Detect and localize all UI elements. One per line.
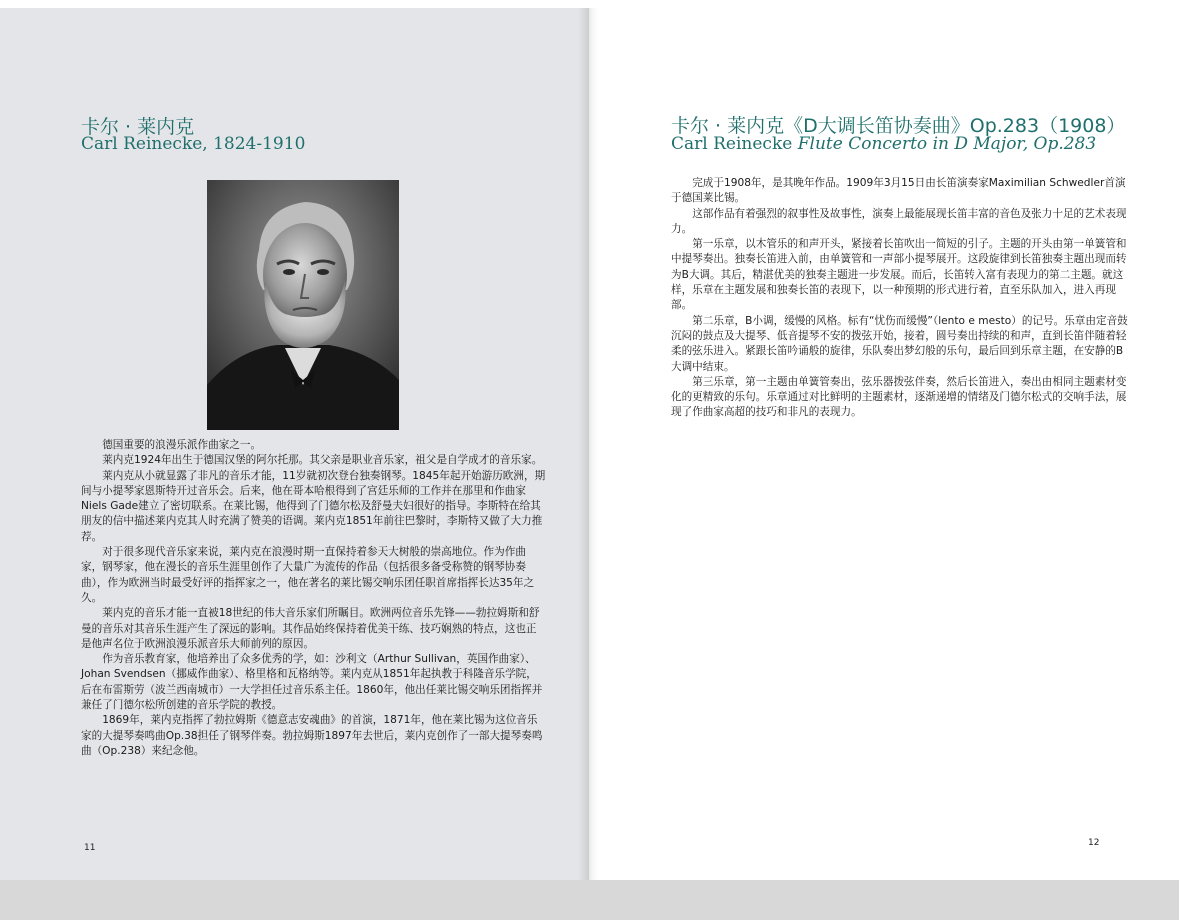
right-paragraph-2: 这部作品有着强烈的叙事性及故事性，演奏上最能展现长笛丰富的音色及张力十足的艺术表现力。 <box>671 207 1127 235</box>
page-gutter <box>578 8 598 880</box>
portrait-image <box>207 180 399 430</box>
left-title-en: Carl Reinecke, 1824-1910 <box>81 134 306 154</box>
right-title-en <box>671 134 1096 154</box>
right-body-text <box>671 176 1133 421</box>
left-paragraph-1: 德国重要的浪漫乐派作曲家之一。 <box>102 439 262 451</box>
left-body-text <box>81 438 547 759</box>
scan-bottom-edge <box>0 880 1179 920</box>
left-paragraph-6: 作为音乐教育家，他培养出了众多优秀的学，如：沙利文（Arthur Sullivan，英国作曲家）、Johan Svendsen（挪威作曲家）、格里格和瓦格纳等。莱内克从1851年起执教于科隆音乐学院，后在布雷斯劳（波兰西南城市）一大学担任过音乐系主任。1860年，他出任莱比锡交响乐团指挥并兼任了门德尔松所创建的音乐学院的教授。 <box>81 653 543 712</box>
right-paragraph-4: 第二乐章，B小调，缓慢的风格。标有“忧伤而缓慢”（lento e mesto）的记号。乐章由定音鼓沉闷的鼓点及大提琴、低音提琴不安的拨弦开始，接着，圆号奏出持续的和声，直到长笛伴随着轻柔的弦乐进入。紧跟长笛吟诵般的旋律，乐队奏出梦幻般的乐句，最后回到乐章主题，在安静的B大调中结束。 <box>671 314 1128 373</box>
right-title-en-work: Flute Concerto in D Major, Op.283 <box>797 134 1097 154</box>
portrait-photo-icon <box>207 180 399 430</box>
right-paragraph-1: 完成于1908年，是其晚年作品。1909年3月15日由长笛演奏家Maximilian Schwedler首演于德国莱比锡。 <box>671 177 1126 205</box>
left-paragraph-3: 莱内克从小就显露了非凡的音乐才能，11岁就初次登台独奏钢琴。1845年起开始游历欧洲，期间与小提琴家恩斯特开过音乐会。后来，他在哥本哈根得到了宫廷乐师的工作并在那里和作曲家Niels Gade建立了密切联系。在莱比锡，他得到了门德尔松及舒曼夫妇很好的指导。李斯特在给其朋友的信中描述莱内克其人时充满了赞美的语调。莱内克1851年前往巴黎时，李斯特又做了大力推荐。 <box>81 469 546 543</box>
right-paragraph-5: 第三乐章，第一主题由单簧管奏出，弦乐器拨弦伴奏，然后长笛进入，奏出由相同主题素材变化的更精致的乐句。乐章通过对比鲜明的主题素材，逐渐递增的情绪及门德尔松式的交响手法，展现了作曲家高超的技巧和非凡的表现力。 <box>671 375 1127 419</box>
left-paragraph-5: 莱内克的音乐才能一直被18世纪的伟大音乐家们所瞩目。欧洲两位音乐先锋——勃拉姆斯和舒曼的音乐对其音乐生涯产生了深远的影响。其作品始终保持着优美干练、技巧娴熟的特点，这也正是他声名位于欧洲浪漫乐派音乐大师前列的原因。 <box>81 607 540 650</box>
left-paragraph-7: 1869年，莱内克指挥了勃拉姆斯《德意志安魂曲》的首演，1871年，他在莱比锡为这位音乐家的大提琴奏鸣曲Op.38担任了钢琴伴奏。勃拉姆斯1897年去世后，莱内克创作了一部大提琴奏鸣曲（Op.238）来纪念他。 <box>81 714 543 757</box>
right-page-number: 12 <box>1088 838 1100 848</box>
right-paragraph-3: 第一乐章，以木管乐的和声开头，紧接着长笛吹出一简短的引子。主题的开头由第一单簧管和中提琴奏出。独奏长笛进入前，由单簧管和一声部小提琴展开。这段旋律到长笛独奏主题出现而转为B大调。其后，精湛优美的独奏主题进一步发展。而后，长笛转入富有表现力的第二主题。就这样，乐章在主题发展和独奏长笛的表现下，以一种预期的形式进行着，直至乐队加入，进入再现部。 <box>671 238 1127 312</box>
right-title-en-name: Carl Reinecke <box>671 134 793 154</box>
left-paragraph-2: 莱内克1924年出生于德国汉堡的阿尔托那。其父亲是职业音乐家，祖父是自学成才的音乐家。 <box>102 454 543 467</box>
left-paragraph-4: 对于很多现代音乐家来说，莱内克在浪漫时期一直保持着参天大树般的崇高地位。作为作曲家，钢琴家，他在漫长的音乐生涯里创作了大量广为流传的作品（包括很多备受称赞的钢琴协奏曲），作为欧洲当时最受好评的指挥家之一，他在著名的莱比锡交响乐团任职首席指挥长达35年之久。 <box>81 546 535 604</box>
left-title-cn: 卡尔 · 莱内克 <box>81 116 195 138</box>
right-title-cn: 卡尔 · 莱内克《D大调长笛协奏曲》Op.283（1908） <box>671 115 1126 137</box>
left-page-number: 11 <box>84 843 96 853</box>
